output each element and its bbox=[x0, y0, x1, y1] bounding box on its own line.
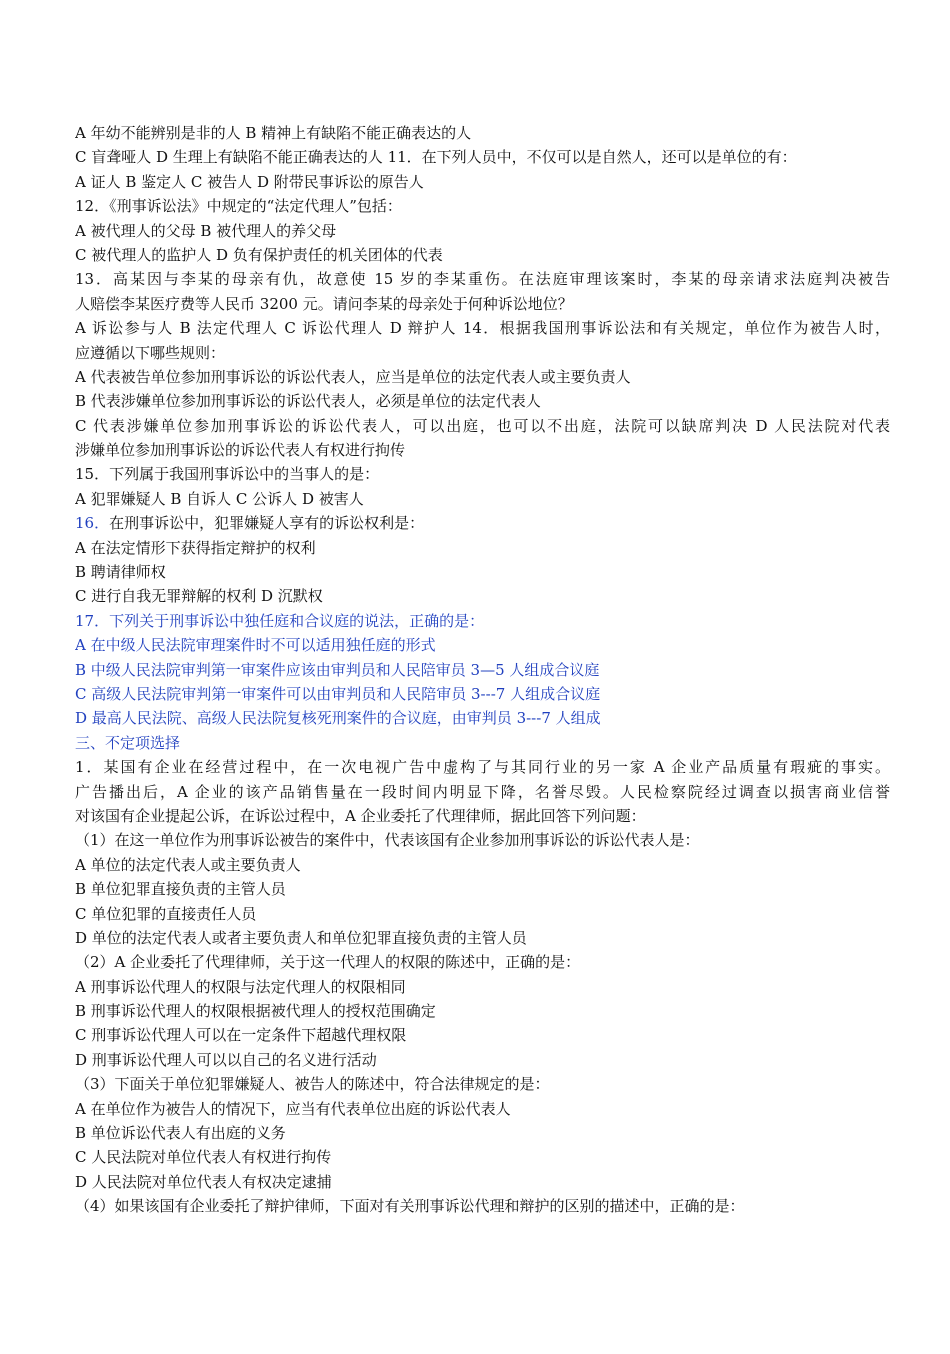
text-line: C 刑事诉讼代理人可以在一定条件下超越代理权限 bbox=[75, 1026, 407, 1045]
text-line: A 在中级人民法院审理案件时不可以适用独任庭的形式 bbox=[75, 636, 436, 655]
text-line: C 单位犯罪的直接责任人员 bbox=[75, 904, 257, 923]
text-line: B 代表涉嫌单位参加刑事诉讼的诉讼代表人，必须是单位的法定代表人 bbox=[75, 392, 541, 411]
text-line: D 人民法院对单位代表人有权决定逮捕 bbox=[75, 1172, 332, 1191]
text-line: 涉嫌单位参加刑事诉讼的诉讼代表人有权进行拘传 bbox=[75, 441, 406, 460]
text-line: 15．下列属于我国刑事诉讼中的当事人的是： bbox=[75, 465, 380, 484]
text-line: 人赔偿李某医疗费等人民币 3200 元。请问李某的母亲处于何种诉讼地位？ bbox=[75, 294, 573, 313]
text-line: 三、不定项选择 bbox=[75, 733, 181, 752]
text-line: （2）A 企业委托了代理律师，关于这一代理人的权限的陈述中，正确的是： bbox=[75, 953, 581, 972]
text-line: D 单位的法定代表人或者主要负责人和单位犯罪直接负责的主管人员 bbox=[75, 928, 527, 947]
text-line: A 证人 B 鉴定人 C 被告人 D 附带民事诉讼的原告人 bbox=[75, 172, 424, 191]
text-line: A 单位的法定代表人或主要负责人 bbox=[75, 855, 301, 874]
text-line: A 在单位作为被告人的情况下，应当有代表单位出庭的诉讼代表人 bbox=[75, 1099, 511, 1118]
text-line: 13．高某因与李某的母亲有仇，故意使 15 岁的李某重伤。在法庭审理该案时，李某的母亲请求法庭判决被告 bbox=[75, 270, 890, 289]
text-line: A 年幼不能辨别是非的人 B 精神上有缺陷不能正确表达的人 bbox=[75, 124, 472, 142]
text-line: C 进行自我无罪辩解的权利 D 沉默权 bbox=[75, 587, 323, 606]
text-line: A 代表被告单位参加刑事诉讼的诉讼代表人，应当是单位的法定代表人或主要负责人 bbox=[75, 367, 631, 386]
document-page bbox=[75, 121, 890, 1219]
text-line: A 诉讼参与人 B 法定代理人 C 诉讼代理人 D 辩护人 14．根据我国刑事诉讼法和有关规定，单位作为被告人时， bbox=[75, 319, 890, 338]
text-line: B 聘请律师权 bbox=[75, 563, 166, 582]
text-line: B 单位犯罪直接负责的主管人员 bbox=[75, 880, 286, 899]
question-text: 在刑事诉讼中，犯罪嫌疑人享有的诉讼权利是： bbox=[109, 514, 425, 533]
text-line: D 刑事诉讼代理人可以以自己的名义进行活动 bbox=[75, 1050, 377, 1069]
text-line: 应遵循以下哪些规则： bbox=[75, 343, 226, 362]
text-line: （1）在这一单位作为刑事诉讼被告的案件中，代表该国有企业参加刑事诉讼的诉讼代表人是： bbox=[75, 831, 700, 850]
text-line: A 在法定情形下获得指定辩护的权利 bbox=[75, 538, 316, 557]
text-line: C 人民法院对单位代表人有权进行拘传 bbox=[75, 1148, 332, 1167]
text-line: 对该国有企业提起公诉，在诉讼过程中，A 企业委托了代理律师，据此回答下列问题： bbox=[75, 806, 646, 825]
text-line: A 被代理人的父母 B 被代理人的养父母 bbox=[75, 221, 337, 240]
text-line: C 代表涉嫌单位参加刑事诉讼的诉讼代表人，可以出庭，也可以不出庭，法院可以缺席判决 D 人民法院对代表 bbox=[75, 416, 890, 435]
text-line: A 犯罪嫌疑人 B 自诉人 C 公诉人 D 被害人 bbox=[75, 489, 364, 508]
text-line: 广告播出后，A 企业的该产品销售量在一段时间内明显下降，名誉尽毁。人民检察院经过调查以损害商业信誉 bbox=[75, 782, 890, 801]
text-line: 17．下列关于刑事诉讼中独任庭和合议庭的说法，正确的是： bbox=[75, 611, 485, 630]
text-line: D 最高人民法院、高级人民法院复核死刑案件的合议庭，由审判员 3---7 人组成 bbox=[75, 709, 601, 728]
text-line: 1．某国有企业在经营过程中，在一次电视广告中虚构了与其同行业的另一家 A 企业产品质量有瑕疵的事实。 bbox=[75, 758, 890, 777]
text-line: C 盲聋哑人 D 生理上有缺陷不能正确表达的人 11．在下列人员中，不仅可以是自然人，还可以是单位的有： bbox=[75, 148, 797, 167]
text-line: C 被代理人的监护人 D 负有保护责任的机关团体的代表 bbox=[75, 245, 443, 264]
text-line: （4）如果该国有企业委托了辩护律师，下面对有关刑事诉讼代理和辩护的区别的描述中，正确的是： bbox=[75, 1197, 745, 1216]
text-line: B 刑事诉讼代理人的权限根据被代理人的授权范围确定 bbox=[75, 1002, 436, 1021]
text-line: B 单位诉讼代表人有出庭的义务 bbox=[75, 1124, 286, 1143]
text-line: B 中级人民法院审判第一审案件应该由审判员和人民陪审员 3—5 人组成合议庭 bbox=[75, 660, 600, 679]
question-number: 16． bbox=[75, 514, 110, 533]
text-line: C 高级人民法院审判第一审案件可以由审判员和人民陪审员 3---7 人组成合议庭 bbox=[75, 684, 601, 703]
text-line bbox=[75, 511, 890, 535]
text-line: 12．《刑事诉讼法》中规定的“法定代理人”包括： bbox=[75, 197, 402, 216]
text-line: A 刑事诉讼代理人的权限与法定代理人的权限相同 bbox=[75, 977, 406, 996]
text-line: （3）下面关于单位犯罪嫌疑人、被告人的陈述中，符合法律规定的是： bbox=[75, 1075, 550, 1094]
